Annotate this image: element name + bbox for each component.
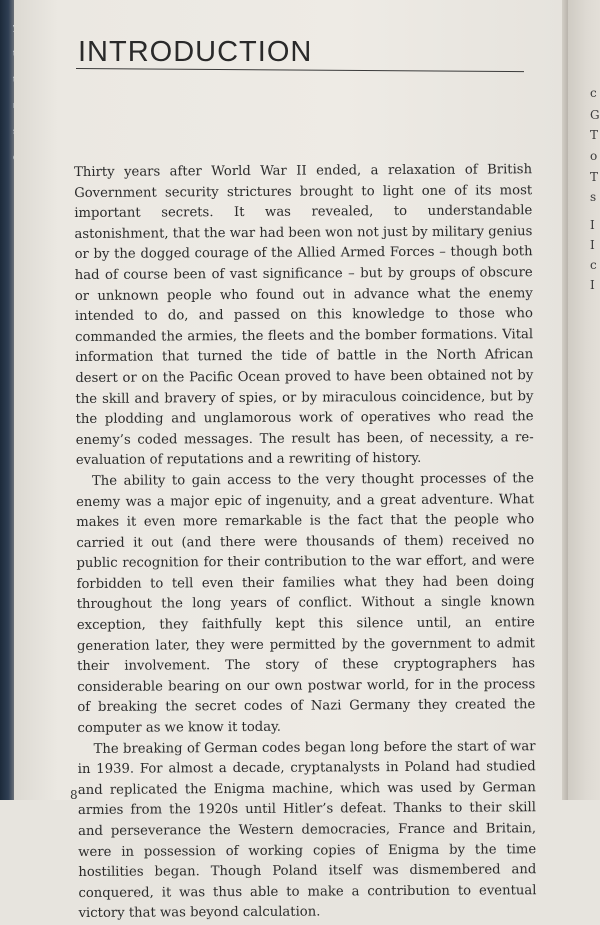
facing-page-fragment: I: [590, 278, 595, 292]
facing-page-fragment: I: [590, 238, 595, 252]
page-number: 8: [70, 788, 78, 802]
facing-page-fragment: o: [590, 149, 598, 163]
facing-page-fragment: I: [590, 218, 595, 232]
paragraph: The breaking of German codes began long before the start of war in 1939. For almost a decade, cryptanalysts in Poland had studied and replicated the Enigma machine, which was used by German armies from the 1920s until Hitler’s defeat. Thanks to their skill and perseverance the Western democracies, France and Britain, were in possession of working copies of Enigma by the time hostilities began. Though Poland itself was dismembered and conquered, it was thus able to make a contribution to eventual victory that was beyond calculation.: [77, 738, 537, 922]
facing-page-fragment: c: [590, 258, 597, 272]
facing-page-fragment: c: [590, 86, 597, 100]
paragraph: Thirty years after World War II ended, a relaxation of British Government security strictures brought to light one of its most important secrets. It was revealed, to understandable astonishment, that the war had been won not just by military genius or by the dogged courage of the Allied Armed Forces – though both had of course been of vast significance – but by groups of obscure or unknown people who found out in advance what the enemy intended to do, and passed on this knowledge to those who commanded the armies, the fleets and the bomber formations. Vital information that turned the tide of battle in the North African desert or on the Pacific Ocean proved to have been obtained not by the skill and bravery of spies, or by miraculous coincidence, but by the plodding and unglamorous work of operatives who read the enemy’s coded messages. The result has been, of necessity, a re-evaluation of reputations and a rewriting of history.: [74, 162, 534, 469]
facing-page-fragment: T: [590, 128, 599, 142]
facing-page-fragment: T: [590, 170, 599, 184]
body-text: [74, 160, 537, 925]
adjacent-book-cover: [0, 0, 14, 800]
paragraph: The ability to gain access to the very thought processes of the enemy was a major epic of ingenuity, and a great adventure. What makes it even more remarkable is the fact that the people who carried it out (and there were thousands of them) received no public recognition for their contribution to the war effort, and were forbidden to tell even their families what they had been doing throughout the long years of conflict. Without a single known exception, they faithfully kept this silence until, an entire generation later, they were permitted by the government to admit their involvement. The story of these cryptographers has considerable bearing on our own postwar world, for in the process of breaking the secret codes of Nazi Germany they created the computer as we know it today.: [76, 471, 536, 737]
facing-page-fragment: G: [590, 108, 600, 122]
facing-page-edge: [568, 0, 600, 800]
chapter-title: INTRODUCTION: [78, 36, 313, 68]
facing-page-fragment: s: [590, 190, 597, 204]
